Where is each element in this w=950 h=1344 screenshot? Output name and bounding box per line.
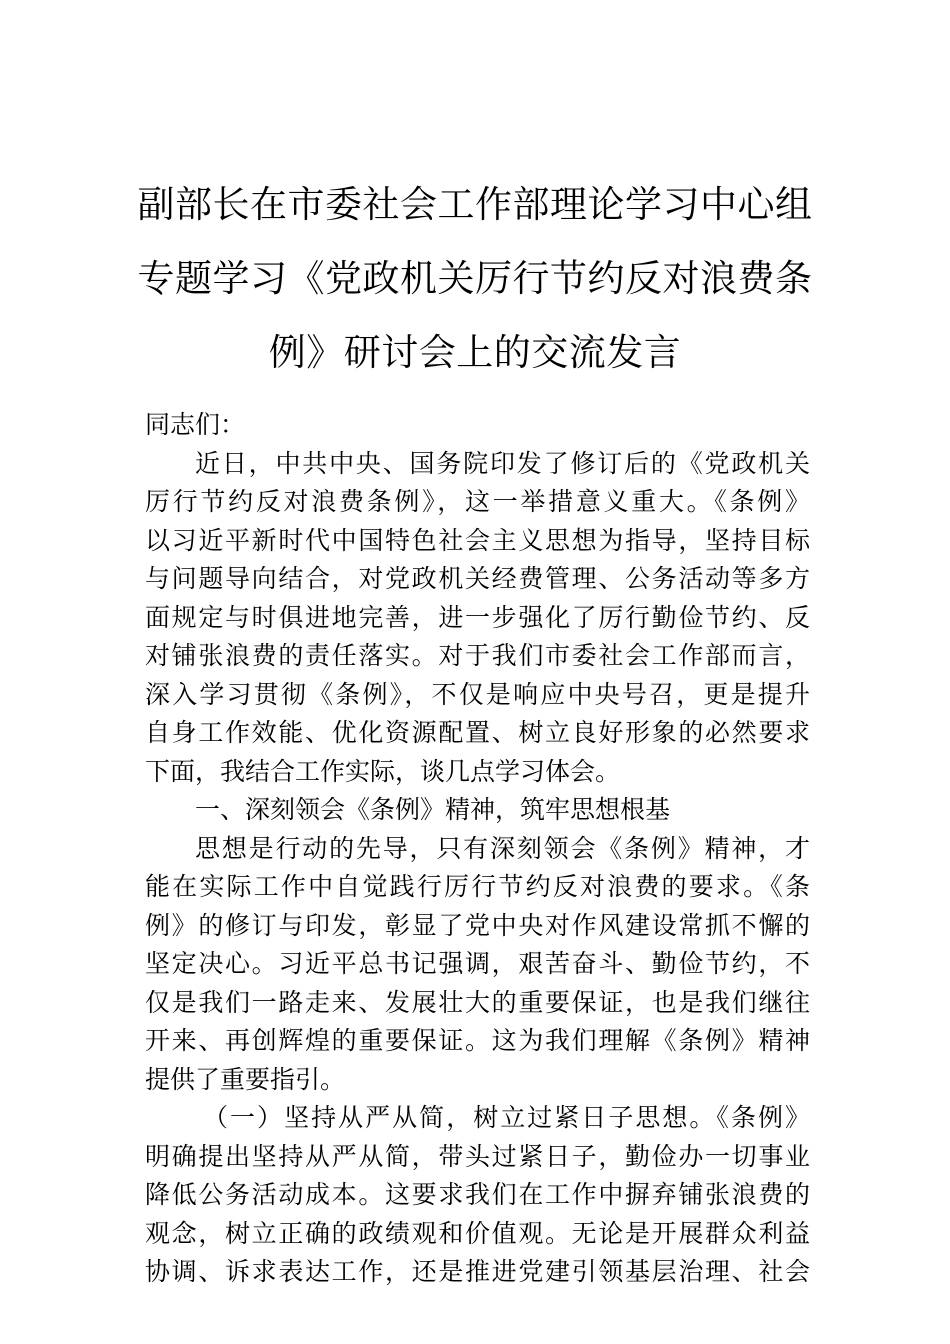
paragraph-line: 坚定决心。习近平总书记强调，艰苦奋斗、勤俭节约，不 bbox=[145, 949, 810, 978]
section-heading-1: 一、深刻领会《条例》精神，筑牢思想根基 bbox=[195, 795, 671, 824]
paragraph-subsection-1 bbox=[145, 1099, 810, 1292]
paragraph-intro bbox=[145, 445, 810, 792]
paragraph-line: 仅是我们一路走来、发展壮大的重要保证，也是我们继往 bbox=[145, 987, 810, 1017]
document-body bbox=[145, 406, 810, 1292]
paragraph-line: 能在实际工作中自觉践行厉行节约反对浪费的要求。《条 bbox=[145, 872, 810, 901]
paragraph-line: 与问题导向结合，对党政机关经费管理、公务活动等多方 bbox=[145, 564, 810, 593]
paragraph-line: 思想是行动的先导，只有深刻领会《条例》精神，才 bbox=[195, 833, 810, 863]
paragraph-line: 以习近平新时代中国特色社会主义思想为指导，坚持目标 bbox=[145, 525, 810, 555]
paragraph-section-1 bbox=[145, 830, 810, 1100]
title-line-1: 副部长在市委社会工作部理论学习中心组 bbox=[137, 183, 813, 226]
paragraph-line: 对铺张浪费的责任落实。对于我们市委社会工作部而言， bbox=[145, 641, 810, 670]
title-line-3: 例》研讨会上的交流发言 bbox=[268, 331, 682, 374]
paragraph-line: 协调、诉求表达工作，还是推进党建引领基层治理、社会 bbox=[145, 1257, 810, 1286]
paragraph-line: 例》的修订与印发，彰显了党中央对作风建设常抓不懈的 bbox=[145, 910, 810, 940]
paragraph-line: 近日，中共中央、国务院印发了修订后的《党政机关 bbox=[195, 448, 810, 478]
paragraph-line: 明确提出坚持从严从简，带头过紧日子，勤俭办一切事业 bbox=[145, 1141, 810, 1171]
paragraph-line: 面规定与时俱进地完善，进一步强化了厉行勤俭节约、反 bbox=[145, 602, 810, 632]
paragraph-line: 提供了重要指引。 bbox=[145, 1064, 346, 1094]
salutation: 同志们： bbox=[145, 410, 246, 439]
paragraph-line: （一）坚持从严从简，树立过紧日子思想。《条例》 bbox=[203, 1103, 810, 1132]
paragraph-line: 观念，树立正确的政绩观和价值观。无论是开展群众利益 bbox=[145, 1218, 810, 1248]
paragraph-line: 深入学习贯彻《条例》，不仅是响应中央号召，更是提升 bbox=[145, 679, 810, 709]
document-title bbox=[120, 168, 830, 390]
paragraph-line: 厉行节约反对浪费条例》，这一举措意义重大。《条例》 bbox=[145, 487, 810, 516]
paragraph-line: 下面，我结合工作实际，谈几点学习体会。 bbox=[145, 756, 621, 786]
paragraph-line: 降低公务活动成本。这要求我们在工作中摒弃铺张浪费的 bbox=[145, 1180, 810, 1209]
title-line-2: 专题学习《党政机关厉行节约反对浪费条 bbox=[137, 257, 813, 300]
paragraph-line: 自身工作效能、优化资源配置、树立良好形象的必然要求 bbox=[145, 718, 810, 747]
paragraph-line: 开来、再创辉煌的重要保证。这为我们理解《条例》精神 bbox=[145, 1026, 810, 1055]
